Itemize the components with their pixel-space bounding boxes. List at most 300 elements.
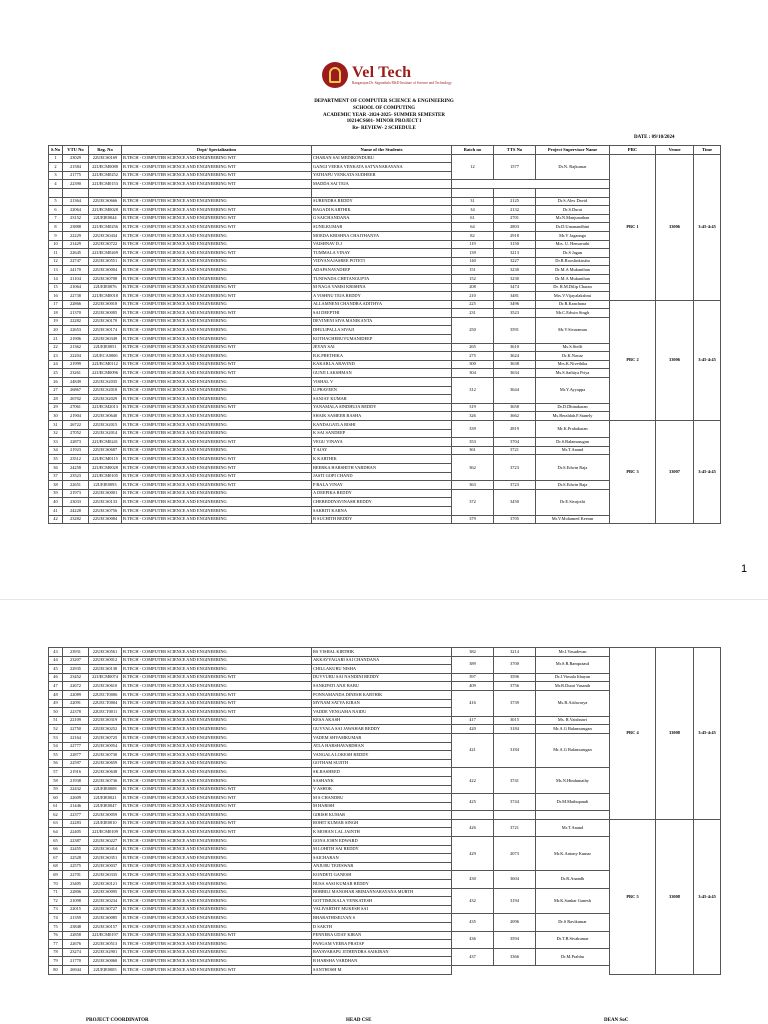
cell-student-name: GOTHAM SUJITH [312,759,452,768]
cell-vtu-no: 22164 [63,733,89,742]
cell-dept: B.TECH - COMPUTER SCIENCE AND ENGINEERING WIT [122,794,312,803]
cell-vtu-no: 22597 [63,759,89,768]
cell-supervisor: Mrs. U. Hemavathi [536,240,610,249]
cell-student-name: CHEREDDYAVINASH REDDY [312,498,452,507]
cell-student-name: DEVINENI SIVA MANIKANTA [312,317,452,326]
cell-student-name: B SUCHITH REDDY [312,515,452,524]
cell-reg-no: 22UECS0756 [89,506,122,515]
cell-venue: 33008 [656,819,694,974]
cell-supervisor: Mr.N.Manjunathan [536,214,610,223]
cell-dept [122,188,312,197]
cell-tts-no: 3227 [494,257,536,266]
cell-reg-no: 22UECS0234 [89,897,122,906]
cell-reg-no: 22UECS0434 [89,231,122,240]
cell-reg-no: 22UECS0513 [89,940,122,949]
cell-sno: 80 [49,965,63,974]
cell-sno: 70 [49,880,63,889]
cell-vtu-no: 23512 [63,455,89,464]
cell-dept: B.TECH - COMPUTER SCIENCE AND ENGINEERING [122,733,312,742]
cell-reg-no: 22UECM0088 [89,163,122,172]
cell-supervisor: Dr.R.Anandh [536,871,610,888]
cell-dept: B.TECH - COMPUTER SCIENCE AND ENGINEERING [122,665,312,674]
cell-tts-no: 3739 [494,690,536,716]
cell-tts-no: 3604 [494,871,536,888]
cell-reg-no: 22UECS0084 [89,515,122,524]
cell-vtu-no: 21064 [63,283,89,292]
cell-student-name: KONDETI GANESH [312,871,452,880]
cell-vtu-no: 22091 [63,699,89,708]
column-header-name: Name of the Students [312,146,452,155]
cell-sno: 25 [49,369,63,378]
cell-vtu-no: 22229 [63,231,89,240]
cell-sno: 77 [49,940,63,949]
cell-student-name: KOTHACHERUVUMANIDEEP [312,335,452,344]
cell-vtu-no: 22432 [63,785,89,794]
cell-dept: B.TECH - COMPUTER SCIENCE AND ENGINEERING [122,742,312,751]
cell-vtu-no: 22109 [63,716,89,725]
cell-student-name: SANJAY KUMAR [312,395,452,404]
cell-vtu-no: 21973 [63,489,89,498]
cell-reg-no: 22UECM0256 [89,223,122,232]
cell-student-name: GOTTIMUKALA VENKATESH [312,897,452,906]
cell-reg-no: 22UECS0005 [89,309,122,318]
cell-dept: B.TECH - COMPUTER SCIENCE AND ENGINEERING [122,446,312,455]
cell-student-name: M LOHITH SAI REDDY [312,845,452,854]
cell-vtu-no: 23274 [63,948,89,957]
cell-dept: B.TECH - COMPUTER SCIENCE AND ENGINEERING [122,888,312,897]
cell-reg-no: 22UECS0174 [89,326,122,335]
cell-student-name: VISHAL V [312,378,452,387]
cell-reg-no: 22UECM0105 [89,472,122,481]
cell-vtu-no: 21104 [63,274,89,283]
cell-student-name: VALIVARTHY MUKESH SAI [312,905,452,914]
cell-sno: 61 [49,802,63,811]
cell-dept: B.TECH - COMPUTER SCIENCE AND ENGINEERING [122,648,312,657]
cell-supervisor: Ms. R.Vaishnavi [536,716,610,725]
cell-batch-no: 119 [452,240,494,249]
cell-student-name: CHARAN SAI MEDIKONDURU [312,154,452,163]
cell-batch-no: 362 [452,455,494,481]
cell-reg-no: 22UECM0241 [89,438,122,447]
cell-reg-no: 22UECM0115 [89,455,122,464]
cell-vtu-no: 21429 [63,240,89,249]
cell-vtu-no: 22390 [63,180,89,189]
cell-vtu-no: 22455 [63,845,89,854]
cell-reg-no: 22UECS0640 [89,412,122,421]
cell-batch-no: 389 [452,656,494,673]
cell-supervisor: Dr.S.Edwin Raja [536,455,610,481]
cell-batch-no: 275 [452,352,494,361]
cell-dept: B.TECH - COMPUTER SCIENCE AND ENGINEERING WIT [122,206,312,215]
cell-sno: 23 [49,352,63,361]
cell-sno: 18 [49,309,63,318]
cell-dept: B.TECH - COMPUTER SCIENCE AND ENGINEERING [122,197,312,206]
logo-emblem-icon [322,62,348,88]
cell-tts-no: 3230 [494,266,536,275]
cell-batch-no: 312 [452,378,494,404]
cell-dept: B.TECH - COMPUTER SCIENCE AND ENGINEERING [122,751,312,760]
cell-vtu-no: 22701 [63,871,89,880]
logo-name: Vel Tech [352,63,412,81]
cell-batch-no: 139 [452,249,494,258]
cell-batch-no: 421 [452,733,494,767]
cell-vtu-no: 21938 [63,776,89,785]
cell-batch-no: 382 [452,648,494,657]
cell-student-name: KESA AKASH [312,716,452,725]
cell-dept: B.TECH - COMPUTER SCIENCE AND ENGINEERING WIT [122,965,312,974]
cell-dept: B.TECH - COMPUTER SCIENCE AND ENGINEERING WIT [122,163,312,172]
cell-batch-no: 432 [452,888,494,914]
column-header-batch: Batch no [452,146,494,155]
cell-dept: B.TECH - COMPUTER SCIENCE AND ENGINEERING WIT [122,819,312,828]
cell-supervisor: Dr.D.Umanandhini [536,223,610,232]
document-heading [234,99,534,133]
cell-sno: 14 [49,274,63,283]
cell-sno: 71 [49,888,63,897]
cell-reg-no: 22UECS0708 [89,274,122,283]
cell-sno: 39 [49,489,63,498]
cell-sno: 4 [49,180,63,189]
cell-sno: 10 [49,240,63,249]
cell-student-name: GUVVALA SAI JAWAHAR REDDY [312,725,452,734]
cell-batch-no: 409 [452,682,494,691]
cell-reg-no: 22UECS2029 [89,395,122,404]
cell-time: 3:45-4:45 [694,300,721,420]
cell-dept: B.TECH - COMPUTER SCIENCE AND ENGINEERING [122,725,312,734]
cell-student-name: A DEEPIKA REDDY [312,489,452,498]
cell-dept: B.TECH - COMPUTER SCIENCE AND ENGINEERING [122,862,312,871]
cell-student-name: SANKIPATI ANJI BABU [312,682,452,691]
cell-tts-no: 3741 [494,768,536,794]
cell-vtu-no: 23152 [63,214,89,223]
cell-tts-no: 3638 [494,360,536,369]
cell-student-name: U.PRAVEEN [312,386,452,395]
cell-student-name: A VISHNU TEJA REDDY [312,292,452,301]
cell-sno: 17 [49,300,63,309]
cell-supervisor: Ms.Beraldah.F.Stanely [536,412,610,421]
cell-sno: 55 [49,751,63,760]
column-header-sno: S.No [49,146,63,155]
cell-reg-no: 22UECS0561 [89,648,122,657]
cell-vtu-no: 27052 [63,429,89,438]
cell-student-name: BEERKA HARSHITH VARDHAN [312,463,452,472]
logo-subtitle: Rangarajan Dr. Sagunthala R&D Institute of Science and Technology [352,80,452,85]
cell-supervisor [536,811,610,820]
cell-dept: B.TECH - COMPUTER SCIENCE AND ENGINEERING WIT [122,708,312,717]
cell-reg-no: 22UECS0018 [89,300,122,309]
cell-batch-no: 210 [452,292,494,301]
cell-tts-no: 3213 [494,249,536,258]
cell-batch-no: 429 [452,837,494,871]
cell-vtu-no: 23931 [63,648,89,657]
cell-vtu-no: 22378 [63,708,89,717]
cell-dept: B.TECH - COMPUTER SCIENCE AND ENGINEERING [122,957,312,966]
cell-sno: 76 [49,931,63,940]
cell-vtu-no: 22858 [63,931,89,940]
cell-dept: B.TECH - COMPUTER SCIENCE AND ENGINEERING [122,300,312,309]
cell-dept: B.TECH - COMPUTER SCIENCE AND ENGINEERING [122,274,312,283]
cell-vtu-no: 22204 [63,352,89,361]
cell-student-name: RS VISHAL KIRTHIK [312,648,452,657]
cell-reg-no: 22UECM0252 [89,171,122,180]
cell-vtu-no: 21364 [63,197,89,206]
cell-dept: B.TECH - COMPUTER SCIENCE AND ENGINEERING [122,429,312,438]
cell-vtu-no: 24258 [63,463,89,472]
cell-student-name: K MOHAN LAL JAINTH [312,828,452,837]
cell-student-name: VADDE VENGAMA NAIDU [312,708,452,717]
cell-vtu-no: 22672 [63,682,89,691]
cell-sno: 9 [49,231,63,240]
cell-dept: B.TECH - COMPUTER SCIENCE AND ENGINEERING [122,716,312,725]
cell-reg-no: 22UECM2013 [89,403,122,412]
cell-tts-no: 3723 [494,455,536,481]
cell-supervisor: Dr.T.B.Sivakumar [536,931,610,948]
cell-vtu-no: 23888 [63,223,89,232]
cell-sno: 54 [49,742,63,751]
cell-reg-no: 22UECS0736 [89,776,122,785]
cell-supervisor: Dr.S.Balamurugan [536,438,610,447]
cell-dept: B.TECH - COMPUTER SCIENCE AND ENGINEERING [122,845,312,854]
cell-batch-no: 231 [452,309,494,318]
cell-dept: B.TECH - COMPUTER SCIENCE AND ENGINEERING [122,386,312,395]
cell-sno: 63 [49,819,63,828]
cell-student-name: JASTI GOPI CHAND [312,472,452,481]
cell-dept: B.TECH - COMPUTER SCIENCE AND ENGINEERING WIT [122,472,312,481]
cell-batch-no: 140 [452,257,494,266]
cell-reg-no: 22UECS0722 [89,240,122,249]
cell-student-name: V ASHOK [312,785,452,794]
cell-batch-no: 304 [452,369,494,378]
cell-tts-no: 2701 [494,214,536,223]
cell-sno: 59 [49,785,63,794]
cell-vtu-no: 22777 [63,742,89,751]
cell-sno: 6 [49,206,63,215]
cell-supervisor: Mr.A.G Balamurugan [536,733,610,767]
cell-student-name: PENNERA UDAY KIRAN [312,931,452,940]
cell-student-name: ALLAMNENI CHANDRA ADITHYA [312,300,452,309]
cell-batch-no: 319 [452,403,494,412]
cell-supervisor: Ms.N.Hindumathy [536,768,610,794]
cell-reg-no: 22UECS0727 [89,905,122,914]
cell-student-name: GANGI VEERA VENKATA SATYANARAYANA [312,163,452,172]
cell-supervisor: Dr.N. Rajkumar [536,154,610,180]
cell-time: 3:45-4:45 [694,648,721,820]
cell-vtu-no: 22609 [63,794,89,803]
cell-student-name: GUNJI LAKSHMAN [312,369,452,378]
cell-student-name: SUNILKUMAR [312,223,452,232]
cell-vtu-no: 22676 [63,940,89,949]
cell-batch-no: 425 [452,794,494,811]
cell-sno: 33 [49,438,63,447]
cell-dept: B.TECH - COMPUTER SCIENCE AND ENGINEERING [122,940,312,949]
cell-dept: B.TECH - COMPUTER SCIENCE AND ENGINEERING [122,266,312,275]
cell-supervisor: Dr.K.Navaz [536,352,610,361]
cell-reg-no: 22UECS0037 [89,862,122,871]
cell-tts-no: 3705 [494,515,536,524]
cell-student-name: BOBBILI MANOHAR SRIMANNARAYANA MURTH [312,888,452,897]
column-header-reg: Reg. No [89,146,122,155]
cell-vtu-no: 22750 [63,725,89,734]
cell-time: 3:45-4:45 [694,421,721,524]
cell-tts-no: 3474 [494,283,536,292]
cell-vtu-no: 26722 [63,421,89,430]
cell-vtu-no: 22747 [63,257,89,266]
cell-dept: B.TECH - COMPUTER SCIENCE AND ENGINEERING [122,378,312,387]
cell-tts-no: 3366 [494,948,536,965]
cell-student-name: SHAIK SAMEER BASHA [312,412,452,421]
cell-dept: B.TECH - COMPUTER SCIENCE AND ENGINEERING WIT [122,360,312,369]
cell-student-name: M HARISH [312,802,452,811]
cell-tts-no: 3594 [494,931,536,948]
cell-reg-no: 22UECS0414 [89,845,122,854]
table-header-row [49,146,721,155]
column-header-supervisor: Project Supervisor Name [536,146,610,155]
cell-tts-no: 3194 [494,888,536,914]
footer-project-coordinator: PROJECT COORDINATOR [86,1018,149,1023]
cell-dept: B.TECH - COMPUTER SCIENCE AND ENGINEERING [122,768,312,777]
cell-vtu-no: 22575 [63,862,89,871]
cell-reg-no: 22UECS0610 [89,682,122,691]
cell-student-name: KAKARLA ARAVIND [312,360,452,369]
cell-reg-no: 22UECS0170 [89,317,122,326]
cell-tts-no: 2803 [494,223,536,232]
cell-reg-no: 22UECS2014 [89,429,122,438]
cell-sno: 60 [49,794,63,803]
cell-sno: 38 [49,481,63,490]
cell-student-name: SANTHOSH M [312,965,452,974]
cell-vtu-no: 22405 [63,828,89,837]
cell-supervisor: Mr.Y.Ayyappa [536,378,610,404]
cell-vtu-no: 22528 [63,854,89,863]
cell-vtu-no: 21584 [63,163,89,172]
cell-sno: 29 [49,403,63,412]
cell-supervisor: Dr.S Jagan [536,249,610,258]
cell-sno: 30 [49,412,63,421]
cell-reg-no: 22UECS0169 [89,154,122,163]
column-header-venue: Venue [656,146,694,155]
cell-reg-no: 22UECM0028 [89,206,122,215]
cell-supervisor: Mr.K.Sankar Ganesh [536,888,610,914]
cell-reg-no: 22UECS0227 [89,837,122,846]
cell-student-name: JEYAN SAI [312,343,452,352]
cell-dept: B.TECH - COMPUTER SCIENCE AND ENGINEERING WIT [122,463,312,472]
cell-student-name: G SAICHANDANA [312,214,452,223]
cell-reg-no [89,188,122,197]
cell-sno: 52 [49,725,63,734]
cell-vtu-no: 22387 [63,837,89,846]
cell-dept: B.TECH - COMPUTER SCIENCE AND ENGINEERING WIT [122,369,312,378]
schedule-table-page-2 [48,647,721,975]
cell-supervisor: Mr.K.Antony Kumar [536,837,610,871]
cell-dept: B.TECH - COMPUTER SCIENCE AND ENGINEERING [122,240,312,249]
cell-vtu-no: 27061 [63,403,89,412]
cell-student-name: BAGADI KARTHIK [312,206,452,215]
cell-reg-no: 22UECS0060 [89,957,122,966]
cell-vtu-no: 23207 [63,656,89,665]
cell-vtu-no: 21359 [63,914,89,923]
cell-sno: 34 [49,446,63,455]
cell-vtu-no: 23848 [63,923,89,932]
cell-sno: 48 [49,690,63,699]
cell-reg-no: 22UECA0006 [89,352,122,361]
cell-reg-no: 22UECS0335 [89,871,122,880]
cell-vtu-no: 22738 [63,292,89,301]
cell-reg-no: 22UECM0153 [89,180,122,189]
cell-vtu-no: 22089 [63,690,89,699]
cell-vtu-no: 21098 [63,897,89,906]
cell-sno: 43 [49,648,63,657]
cell-dept: B.TECH - COMPUTER SCIENCE AND ENGINEERING [122,326,312,335]
cell-dept: B.TECH - COMPUTER SCIENCE AND ENGINEERING WIT [122,931,312,940]
cell-vtu-no: 23282 [63,515,89,524]
cell-prc: PRC 2 [610,300,656,420]
cell-venue: 33008 [656,648,694,820]
cell-dept: B.TECH - COMPUTER SCIENCE AND ENGINEERING [122,498,312,507]
column-header-dept: Dept/ Specialization [122,146,312,155]
cell-reg-no: 22UECS0349 [89,335,122,344]
cell-batch-no [452,811,494,820]
cell-vtu-no: 24228 [63,506,89,515]
cell-dept: B.TECH - COMPUTER SCIENCE AND ENGINEERING [122,257,312,266]
cell-batch-no: 426 [452,819,494,836]
cell-student-name: VIDYANAJASREE POTETI [312,257,452,266]
cell-dept: B.TECH - COMPUTER SCIENCE AND ENGINEERING WIT [122,690,312,699]
cell-batch-no: 34 [452,206,494,215]
cell-tts-no: 2096 [494,914,536,931]
cell-tts-no: 2819 [494,421,536,438]
cell-reg-no: 22UECS0638 [89,768,122,777]
cell-dept: B.TECH - COMPUTER SCIENCE AND ENGINEERING WIT [122,699,312,708]
cell-dept: B.TECH - COMPUTER SCIENCE AND ENGINEERING [122,412,312,421]
cell-supervisor: Mr.I.Vasudevan [536,648,610,657]
cell-batch-no: 430 [452,871,494,888]
cell-student-name: PONNAMANDA DINESH KARTHIK [312,690,452,699]
footer-head-cse: HEAD CSE [346,1018,372,1023]
cell-vtu-no: 22015 [63,905,89,914]
cell-student-name: DHULIPALLA SIVAJI [312,326,452,335]
cell-sno: 49 [49,699,63,708]
cell-supervisor: Dr.M.Mathupandi [536,794,610,811]
cell-sno [49,188,63,197]
cell-vtu-no: 21770 [63,957,89,966]
cell-vtu-no: 22877 [63,751,89,760]
cell-venue: 33006 [656,300,694,420]
cell-reg-no: 22UECS0666 [89,197,122,206]
cell-vtu-no: 26944 [63,965,89,974]
cell-tts-no: 2132 [494,206,536,215]
cell-sno: 28 [49,395,63,404]
cell-tts-no: 3184 [494,725,536,734]
cell-reg-no: 22UECS0551 [89,257,122,266]
cell-reg-no: 22UECS0730 [89,751,122,760]
cell-reg-no: 22UECS0659 [89,759,122,768]
cell-vtu-no: 23261 [63,369,89,378]
cell-tts-no: 3700 [494,656,536,673]
column-header-tts: TTS No [494,146,536,155]
cell-batch-no: 152 [452,274,494,283]
cell-student-name: TUNIWADA CHETANGUPTA [312,274,452,283]
cell-sno: 37 [49,472,63,481]
cell-sno: 66 [49,845,63,854]
cell-student-name: SAKRITI KARNA [312,506,452,515]
cell-dept: B.TECH - COMPUTER SCIENCE AND ENGINEERING [122,352,312,361]
cell-dept: B.TECH - COMPUTER SCIENCE AND ENGINEERING [122,515,312,524]
cell-sno: 16 [49,292,63,301]
cell-dept: B.TECH - COMPUTER SCIENCE AND ENGINEERING [122,506,312,515]
cell-dept: B.TECH - COMPUTER SCIENCE AND ENGINEERING WIT [122,223,312,232]
cell-supervisor [536,188,610,197]
cell-vtu-no: 22283 [63,819,89,828]
